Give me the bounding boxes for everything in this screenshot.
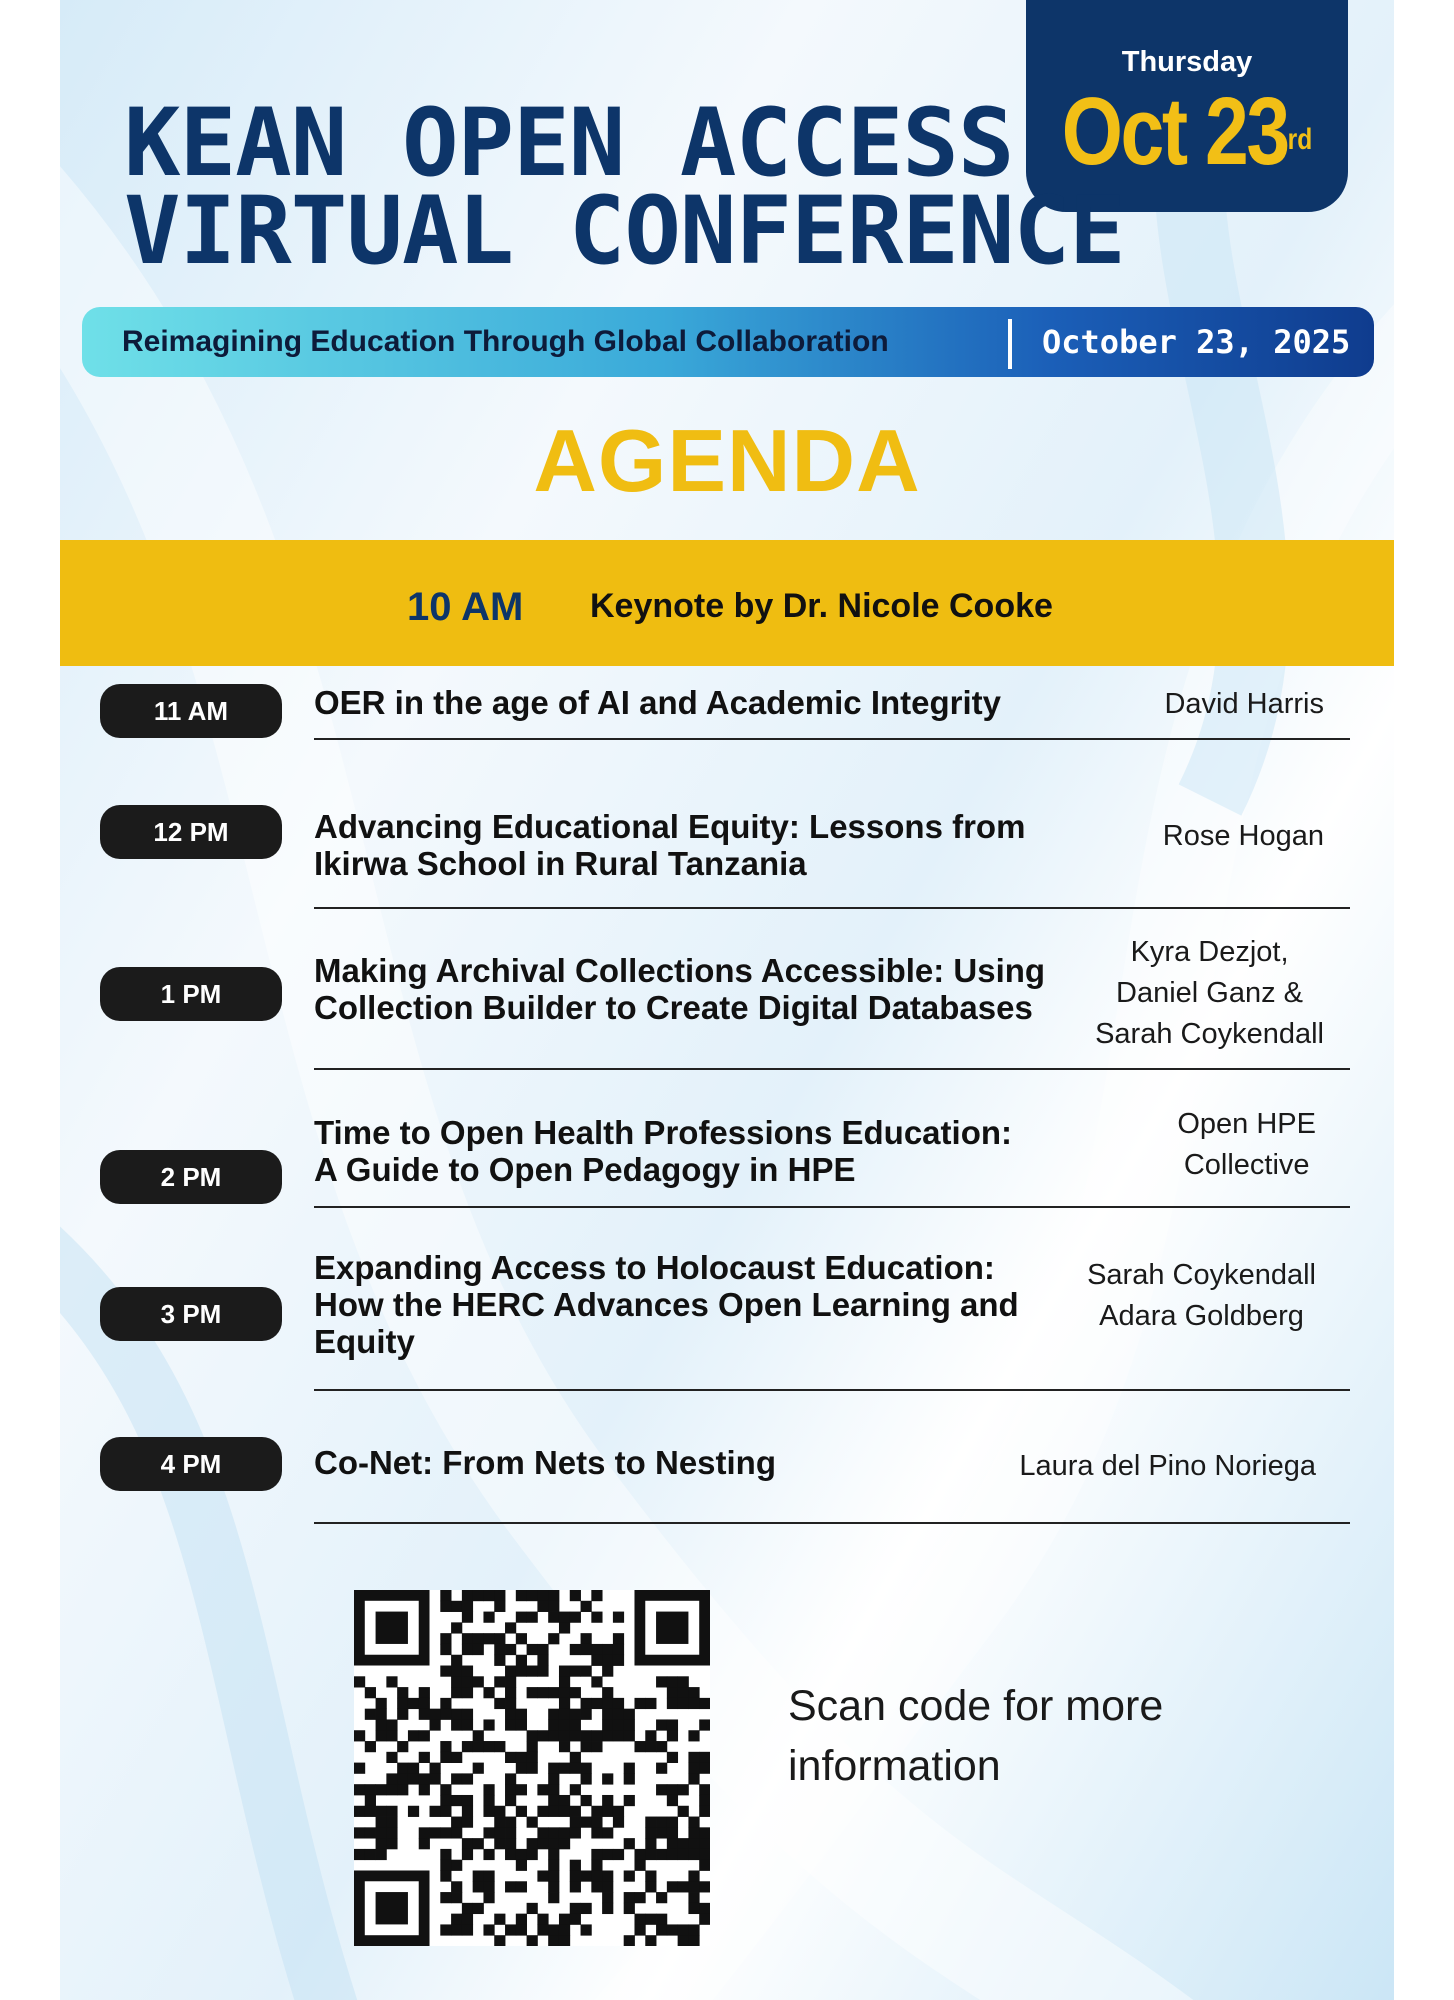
session-title [314, 1249, 1019, 1360]
speaker-line: Rose Hogan [1162, 820, 1324, 852]
session-speaker [1087, 1255, 1316, 1337]
speaker-line: Kyra Dezjot, [1130, 936, 1289, 968]
session-speaker [1164, 684, 1324, 725]
title-line-2: VIRTUAL CONFERENCE [124, 177, 1125, 286]
keynote-text: Keynote by Dr. Nicole Cooke [590, 587, 1053, 625]
session-title-line: How the HERC Advances Open Learning and [314, 1286, 1019, 1323]
session-title-line: Expanding Access to Holocaust Education: [314, 1249, 995, 1286]
session-speaker [1177, 1104, 1316, 1186]
row-divider [314, 1206, 1350, 1208]
session-title-line: Equity [314, 1323, 415, 1360]
row-divider [314, 1522, 1350, 1524]
tagline-banner [82, 307, 1374, 377]
session-title-line: Time to Open Health Professions Education: [314, 1114, 1012, 1151]
session-title-line: Collection Builder to Create Digital Databases [314, 989, 1033, 1026]
page-title [124, 89, 1125, 286]
session-row [60, 670, 1394, 740]
time-pill: 12 PM [100, 805, 282, 859]
keynote-time: 10 AM [407, 585, 524, 629]
session-title-line: Co-Net: From Nets to Nesting [314, 1444, 776, 1481]
time-pill: 4 PM [100, 1437, 282, 1491]
tagline: Reimagining Education Through Global Collaboration [122, 325, 889, 358]
session-title-line: Advancing Educational Equity: Lessons from [314, 808, 1026, 845]
qr-caption-line-2: information [788, 1742, 1001, 1790]
time-pill: 3 PM [100, 1287, 282, 1341]
time-pill: 11 AM [100, 684, 282, 738]
banner-divider [1008, 319, 1012, 369]
qr-caption [788, 1676, 1208, 1796]
title-line-1: KEAN OPEN ACCESS [124, 89, 1014, 198]
session-row [60, 790, 1394, 910]
speaker-line: Collective [1183, 1149, 1310, 1181]
speaker-line: David Harris [1164, 688, 1324, 720]
speaker-line: Adara Goldberg [1099, 1300, 1304, 1332]
session-title-line: OER in the age of AI and Academic Integrity [314, 684, 1002, 721]
session-row [60, 1235, 1394, 1395]
time-pill: 2 PM [100, 1150, 282, 1204]
session-row [60, 930, 1394, 1070]
row-divider [314, 738, 1350, 740]
qr-caption-line-1: Scan code for more [788, 1682, 1164, 1730]
speaker-line: Sarah Coykendall [1095, 1018, 1324, 1050]
session-title-line: Making Archival Collections Accessible: Using [314, 952, 1046, 989]
session-speaker [1163, 816, 1324, 857]
session-title [314, 952, 1045, 1026]
session-title [314, 684, 1001, 721]
speaker-line: Laura del Pino Noriega [1019, 1450, 1316, 1482]
speaker-line: Sarah Coykendall [1087, 1259, 1316, 1291]
event-day: Thursday [1121, 46, 1253, 78]
row-divider [314, 1068, 1350, 1070]
event-date-suffix: rd [1287, 123, 1313, 156]
session-speaker [1019, 1446, 1316, 1487]
row-divider [314, 907, 1350, 909]
qr-code-graphic [354, 1590, 710, 1946]
poster [60, 0, 1394, 2000]
session-title [314, 1114, 1012, 1188]
session-row [60, 1100, 1394, 1210]
banner-date: October 23, 2025 [1042, 323, 1351, 361]
session-row [60, 1420, 1394, 1530]
keynote-bar [60, 540, 1394, 666]
row-divider [314, 1389, 1350, 1391]
speaker-line: Open HPE [1177, 1108, 1316, 1140]
session-title-line: Ikirwa School in Rural Tanzania [314, 845, 807, 882]
qr-code[interactable] [354, 1590, 710, 1946]
time-pill: 1 PM [100, 967, 282, 1021]
session-title [314, 808, 1025, 882]
session-speaker [1095, 932, 1324, 1055]
session-title-line: A Guide to Open Pedagogy in HPE [314, 1151, 856, 1188]
event-date-short-text: Oct 23 [1061, 78, 1288, 185]
speaker-line: Daniel Ganz & [1116, 977, 1304, 1009]
agenda-heading: AGENDA [533, 411, 921, 510]
session-title [314, 1444, 776, 1481]
